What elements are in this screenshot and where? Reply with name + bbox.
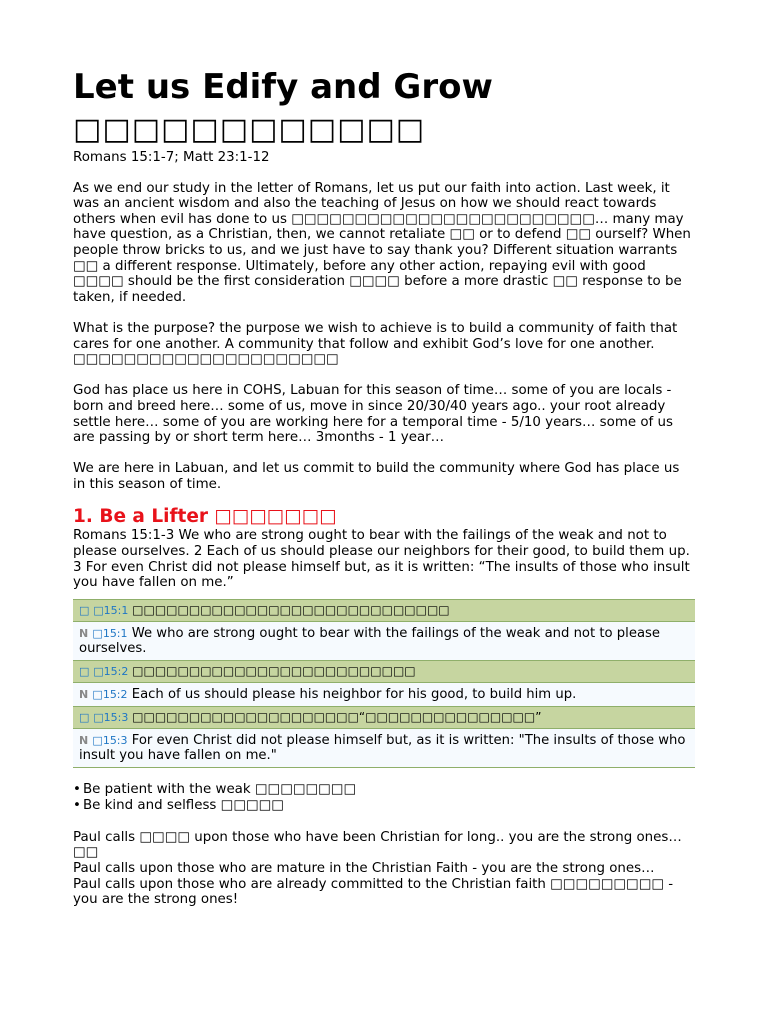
verse-mark: □ [79, 603, 90, 617]
paragraph-commitment: We are here in Labuan, and let us commit to build the community where God has place us in this season of time. [73, 461, 680, 492]
page-title: Let us Edify and Grow [73, 67, 493, 107]
list-item [73, 798, 695, 814]
section-intro: Romans 15:1-3 We who are strong ought to bear with the failings of the weak and not to please ourselves. 2 Each of us should please our neighbors for their good, to build them up. 3 For even Christ did not please himself but, as it is written: “The insults of those who insult you have fallen on me.” [73, 528, 690, 591]
verse-row-english [73, 622, 695, 661]
paragraph-purpose: What is the purpose? the purpose we wish to achieve is to build a community of faith that cares for one another. A community that follow and exhibit God’s love for one another. □□□□□□□□□□□□□□□□□□□□□ [73, 320, 678, 368]
verse-ref-link[interactable]: □15:2 [92, 687, 128, 701]
verse-ref-link[interactable]: □15:2 [93, 664, 129, 678]
bullet-text: Be kind and selfless □□□□□ [83, 797, 284, 813]
closing-paragraphs [73, 830, 695, 908]
closing-line: Paul calls upon those who are already committed to the Christian faith □□□□□□□□□ - you are the strong ones! [73, 876, 674, 908]
verse-ref-link[interactable]: □15:1 [92, 626, 128, 640]
bullet-mark: • [73, 781, 81, 797]
verse-ref-link[interactable]: □15:3 [92, 733, 128, 747]
version-badge: N [79, 733, 89, 747]
version-badge: N [79, 626, 89, 640]
verse-row-chinese [73, 707, 695, 729]
list-item [73, 782, 695, 798]
page-subtitle: □□□□□□□□□□□□ [73, 112, 426, 147]
scripture-reference: Romans 15:1-7; Matt 23:1-12 [73, 150, 270, 165]
bullet-mark: • [73, 797, 81, 813]
verse-text: We who are strong ought to bear with the failings of the weak and not to please ourselves. [79, 625, 661, 656]
verse-text: Each of us should please his neighbor for his good, to build him up. [131, 686, 577, 702]
verse-mark: □ [79, 710, 90, 724]
verse-row-english [73, 729, 695, 768]
verse-ref-link[interactable]: □15:1 [93, 603, 129, 617]
bullet-text: Be patient with the weak □□□□□□□□ [83, 781, 357, 797]
verse-table [73, 599, 695, 768]
verse-ref-link[interactable]: □15:3 [93, 710, 129, 724]
paragraph-community: God has place us here in COHS, Labuan for this season of time… some of you are locals - born and breed here… some of us, move in since 20/30/40 years ago.. your root already settle here… some of you are working here for a temporal time - 5/10 years… some of us are passing by or short term here… 3months - 1 year… [73, 383, 673, 446]
closing-line: Paul calls □□□□ upon those who have been Christian for long.. you are the strong ones… □□ [73, 829, 682, 861]
version-badge: N [79, 687, 89, 701]
paragraph-intro: As we end our study in the letter of Romans, let us put our faith into action. Last week, it was an ancient wisdom and also the teaching of Jesus on how we should react towards others when evil has done to us □□□□□□□□□□□□□□□□□□□□□□□□… many may have question, as a Christian, then, we cannot retaliate □□ or to defend □□ ourself? When people throw bricks to us, and we just have to say thank you? Different situation warrants □□ a different response. Ultimately, before any other action, repaying evil with good □□□□ should be the first consideration □□□□ before a more drastic □□ response to be taken, if needed. [73, 180, 691, 305]
section-heading-lifter: 1. Be a Lifter □□□□□□□ [73, 506, 337, 528]
verse-row-chinese [73, 661, 695, 683]
verse-row-english [73, 683, 695, 707]
verse-mark: □ [79, 664, 90, 678]
closing-line: Paul calls upon those who are mature in the Christian Faith - you are the strong ones… [73, 861, 655, 877]
verse-row-chinese [73, 600, 695, 622]
verse-text: □□□□□□□□□□□□□□□□□□□□“□□□□□□□□□□□□□□□” [132, 709, 542, 724]
bullet-list [73, 782, 695, 814]
verse-text: □□□□□□□□□□□□□□□□□□□□□□□□□□□□ [132, 602, 450, 617]
document-page [73, 68, 695, 908]
verse-text: □□□□□□□□□□□□□□□□□□□□□□□□□ [132, 663, 416, 678]
verse-text: For even Christ did not please himself but, as it is written: "The insults of those who insult you have fallen on me." [79, 732, 686, 763]
